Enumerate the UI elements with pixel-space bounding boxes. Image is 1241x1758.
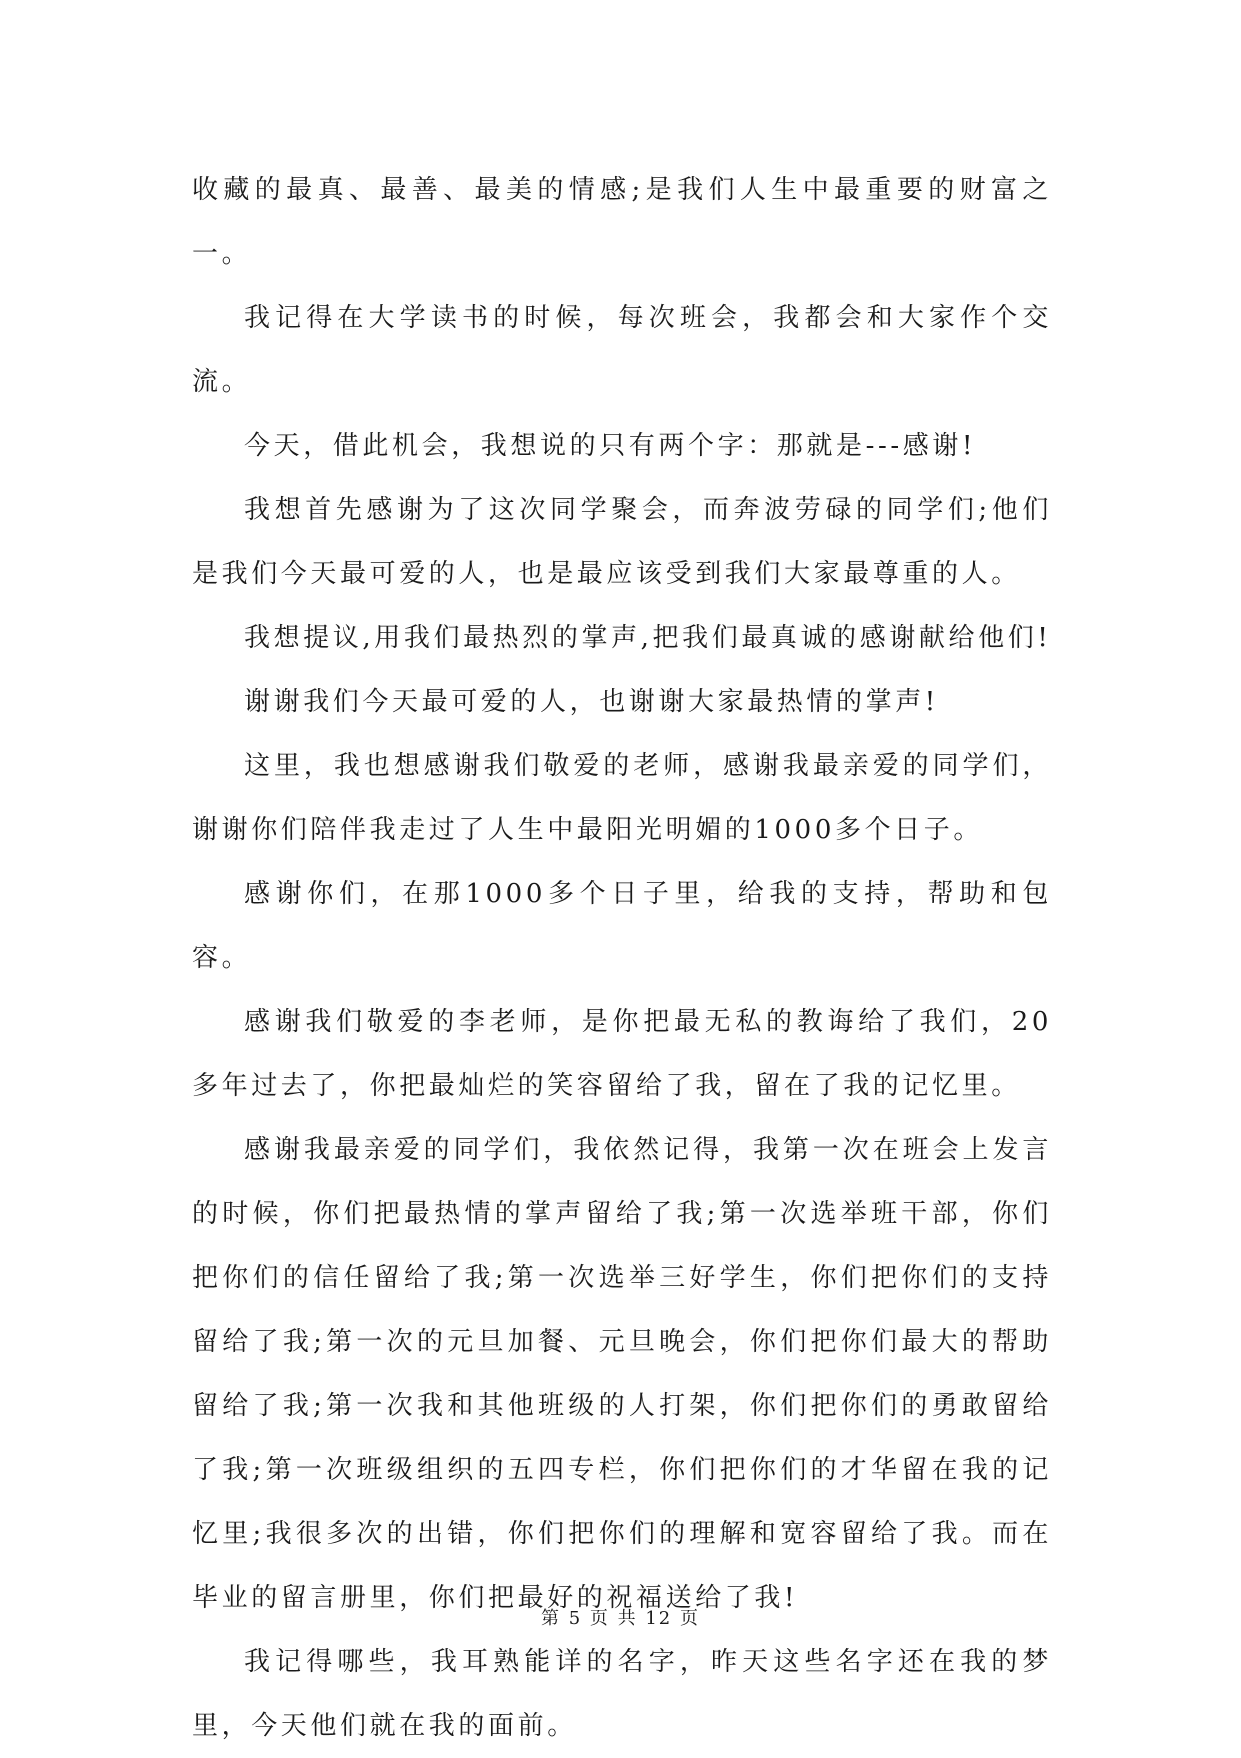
page-number-footer: 第 5 页 共 12 页 [541,1608,700,1629]
paragraph: 感谢我最亲爱的同学们，我依然记得，我第一次在班会上发言的时候，你们把最热情的掌声留给了我;第一次选举班干部，你们把你们的信任留给了我;第一次选举三好学生，你们把你们的支持留给了我;第一次的元旦加餐、元旦晚会，你们把你们最大的帮助留给了我;第一次我和其他班级的人打架，你们把你们的勇敢留给了我;第一次班级组织的五四专栏，你们把你们的才华留在我的记忆里;我很多次的出错，你们把你们的理解和宽容留给了我。而在毕业的留言册里，你们把最好的祝福送给了我! [192,1135,1052,1613]
paragraph: 这里，我也想感谢我们敬爱的老师，感谢我最亲爱的同学们，谢谢你们陪伴我走过了人生中最阳光明媚的1000多个日子。 [192,751,1052,845]
paragraph: 我想首先感谢为了这次同学聚会，而奔波劳碌的同学们;他们是我们今天最可爱的人，也是最应该受到我们大家最尊重的人。 [192,495,1052,589]
paragraph: 收藏的最真、最善、最美的情感;是我们人生中最重要的财富之一。 [192,175,1052,269]
document-body [192,158,1052,1758]
paragraph: 感谢我们敬爱的李老师，是你把最无私的教诲给了我们，20多年过去了，你把最灿烂的笑容留给了我，留在了我的记忆里。 [192,1007,1052,1101]
paragraph: 我记得在大学读书的时候，每次班会，我都会和大家作个交流。 [192,303,1052,397]
paragraph: 今天，借此机会，我想说的只有两个字：那就是---感谢! [244,431,977,461]
paragraph: 我记得哪些，我耳熟能详的名字，昨天这些名字还在我的梦里，今天他们就在我的面前。 [192,1647,1052,1741]
paragraph: 我想提议,用我们最热烈的掌声,把我们最真诚的感谢献给他们! [244,623,1052,653]
paragraph: 感谢你们，在那1000多个日子里，给我的支持，帮助和包容。 [192,879,1052,973]
paragraph: 谢谢我们今天最可爱的人，也谢谢大家最热情的掌声! [244,687,939,717]
